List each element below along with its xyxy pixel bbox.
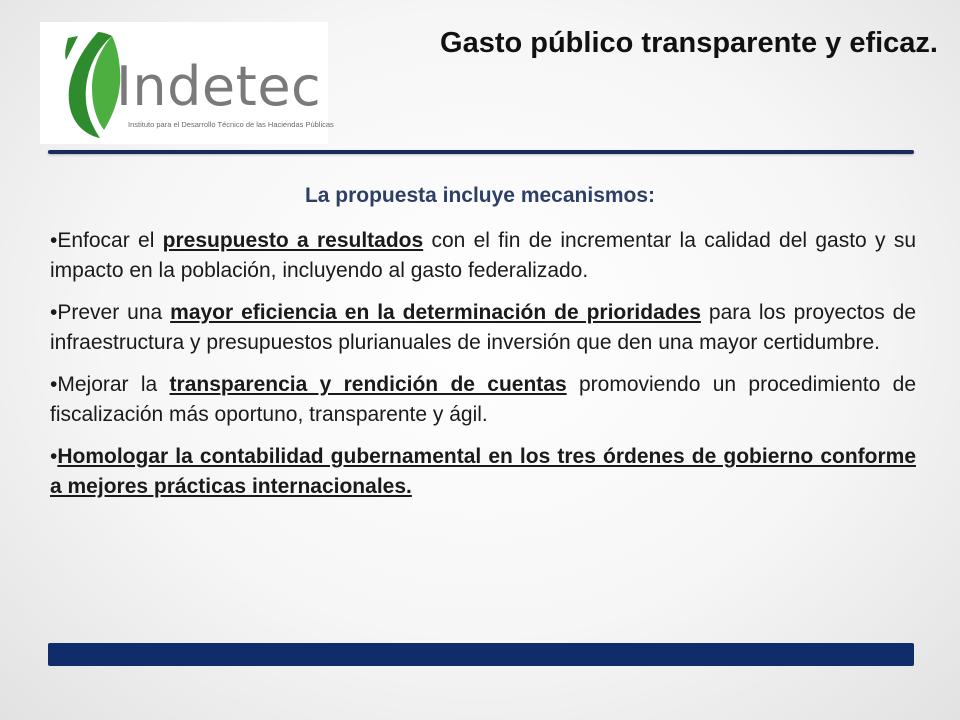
bullet-marker: • bbox=[50, 229, 58, 252]
slide-title: Gasto público transparente y eficaz. bbox=[440, 27, 938, 59]
logo-wordmark: Indetec bbox=[116, 55, 322, 118]
header-divider bbox=[48, 150, 914, 154]
bullet-text: para los proyectos de infraestructura y presupuestos plurianuales de inversión que den una mayor certidumbre. bbox=[50, 301, 917, 354]
bullet-text: Prever una bbox=[57, 301, 171, 324]
bullet-marker: • bbox=[50, 445, 58, 468]
footer-bar bbox=[48, 643, 914, 666]
indetec-logo bbox=[40, 22, 334, 144]
bullet-item bbox=[50, 370, 916, 430]
bullet-text: Enfocar el bbox=[57, 229, 163, 252]
bullet-marker: • bbox=[50, 301, 58, 324]
bullet-list bbox=[50, 226, 916, 514]
bullet-item bbox=[50, 442, 916, 502]
bullet-emphasis: Homologar la contabilidad gubernamental en los tres órdenes de gobierno conforme a mejores prácticas internacionales. bbox=[50, 445, 916, 498]
bullet-marker: • bbox=[50, 373, 58, 396]
bullet-text: Mejorar la bbox=[57, 373, 170, 396]
bullet-emphasis: transparencia y rendición de cuentas bbox=[169, 373, 567, 396]
section-subtitle: La propuesta incluye mecanismos: bbox=[304, 184, 656, 207]
bullet-emphasis: mayor eficiencia en la determinación de prioridades bbox=[170, 301, 701, 324]
bullet-item bbox=[50, 226, 916, 286]
bullet-text: con el fin de incrementar la calidad del gasto y su impacto en la población, incluyendo al gasto federalizado. bbox=[50, 229, 916, 282]
bullet-emphasis: presupuesto a resultados bbox=[162, 229, 424, 252]
bullet-item bbox=[50, 298, 916, 358]
bullet-text: promoviendo un procedimiento de fiscalización más oportuno, transparente y ágil. bbox=[50, 373, 916, 426]
logo-tagline: Instituto para el Desarrollo Técnico de las Haciendas Públicas bbox=[128, 120, 334, 129]
